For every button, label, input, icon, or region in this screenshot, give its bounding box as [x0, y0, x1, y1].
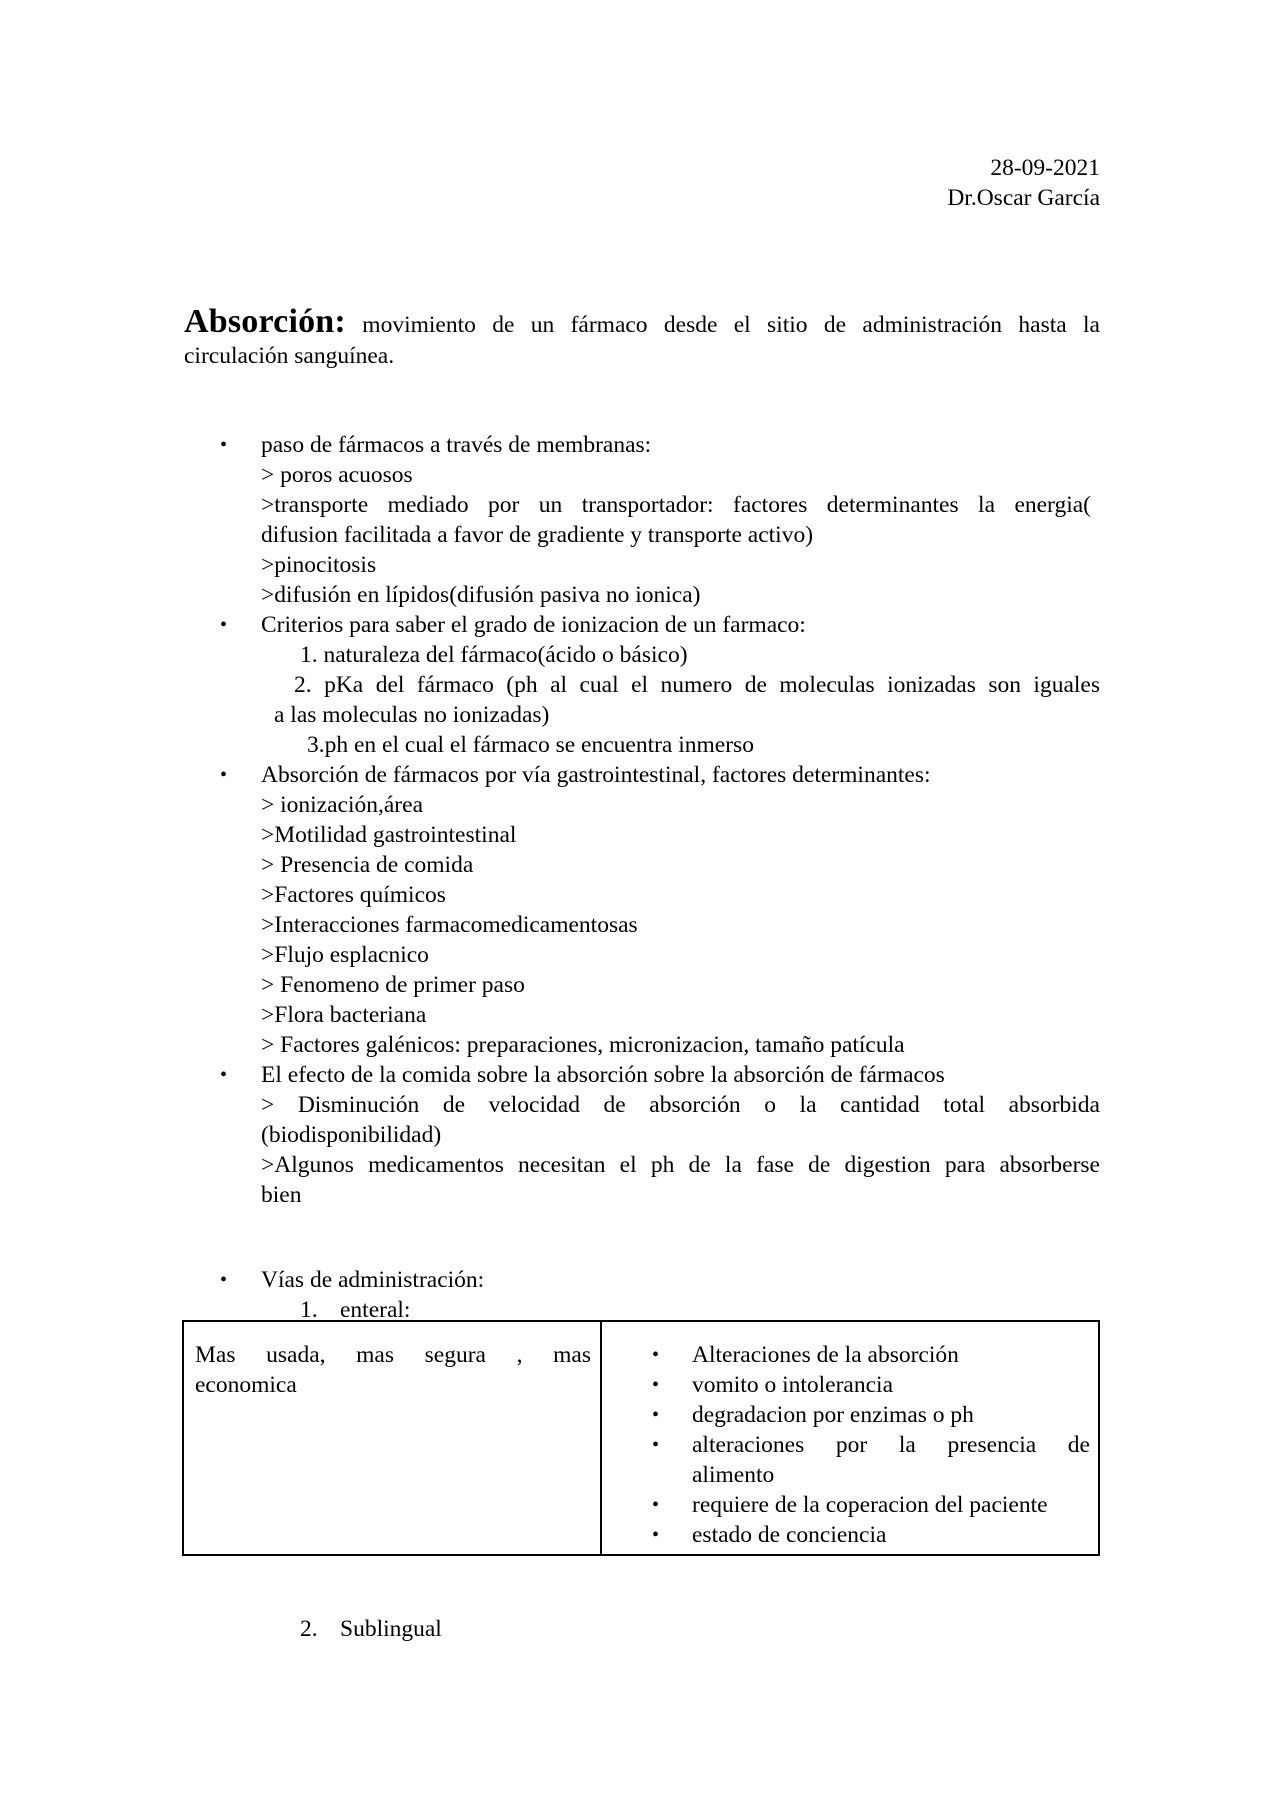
list-item: >Flujo esplacnico	[261, 942, 429, 968]
list-item: 1. naturaleza del fármaco(ácido o básico)	[300, 642, 688, 668]
disadvantage-item: requiere de la coperacion del paciente	[692, 1492, 1048, 1518]
definition-text-1: movimiento de un fármaco desde el sitio de administración hasta la	[362, 312, 1100, 338]
advantages-cell	[183, 1321, 601, 1555]
list-item: >Factores químicos	[261, 882, 446, 908]
disadvantage-item: Alteraciones de la absorción	[692, 1342, 959, 1368]
list-item: >Interacciones farmacomedicamentosas	[261, 912, 638, 938]
bullet-icon: •	[220, 1269, 228, 1291]
list-item: > Presencia de comida	[261, 852, 474, 878]
list-item: difusion facilitada a favor de gradiente y transporte activo)	[261, 522, 814, 548]
definition-text-2: circulación sanguínea.	[184, 343, 395, 369]
list-item: a las moleculas no ionizadas)	[274, 702, 550, 728]
bullet-icon: •	[220, 1064, 228, 1086]
disadvantage-item: alteraciones por la presencia de	[692, 1432, 1090, 1458]
bullet-icon: •	[220, 434, 228, 456]
section-membranes-title: paso de fármacos a través de membranas:	[261, 432, 652, 458]
disadvantage-item: vomito o intolerancia	[692, 1372, 894, 1398]
list-item: > ionización,área	[261, 792, 423, 818]
bullet-icon: •	[652, 1494, 660, 1516]
list-item: >difusión en lípidos(difusión pasiva no ionica)	[261, 582, 701, 608]
list-item: > Factores galénicos: preparaciones, micronizacion, tamaño patícula	[261, 1032, 905, 1058]
definition-line-1	[184, 302, 1100, 345]
document-author: Dr.Oscar García	[947, 185, 1100, 211]
bullet-icon: •	[652, 1524, 660, 1546]
list-item: bien	[261, 1182, 302, 1208]
bullet-icon: •	[652, 1404, 660, 1426]
list-item: > Fenomeno de primer paso	[261, 972, 525, 998]
disadvantages-cell	[601, 1321, 1099, 1555]
list-item: >Flora bacteriana	[261, 1002, 427, 1028]
list-item: > Disminución de velocidad de absorción o la cantidad total absorbida	[261, 1092, 1100, 1118]
list-item: 2. pKa del fármaco (ph al cual el numero de moleculas ionizadas son iguales	[294, 672, 1100, 698]
bullet-icon: •	[220, 764, 228, 786]
list-item: 3.ph en el cual el fármaco se encuentra inmerso	[307, 732, 754, 758]
route-number: 2.	[300, 1616, 318, 1642]
enteral-table	[182, 1320, 1100, 1556]
route-label-enteral: enteral:	[340, 1297, 411, 1323]
list-item: >transporte mediado por un transportador: factores determinantes la energia(	[261, 492, 1091, 518]
list-item: >pinocitosis	[261, 552, 377, 578]
section-routes-title: Vías de administración:	[261, 1267, 485, 1293]
disadvantage-item-continued: alimento	[692, 1462, 775, 1488]
document-date: 28-09-2021	[990, 155, 1100, 181]
bullet-icon: •	[652, 1434, 660, 1456]
bullet-icon: •	[652, 1374, 660, 1396]
route-number: 1.	[300, 1297, 318, 1323]
list-item: >Algunos medicamentos necesitan el ph de la fase de digestion para absorberse	[261, 1152, 1100, 1178]
advantages-line-1: Mas usada, mas segura , mas	[195, 1342, 591, 1368]
disadvantage-item: estado de conciencia	[692, 1522, 887, 1548]
route-label-sublingual: Sublingual	[340, 1616, 442, 1642]
list-item: >Motilidad gastrointestinal	[261, 822, 517, 848]
list-item: (biodisponibilidad)	[261, 1122, 442, 1148]
definition-term: Absorción:	[184, 303, 346, 340]
disadvantage-item: degradacion por enzimas o ph	[692, 1402, 974, 1428]
section-gastro-title: Absorción de fármacos por vía gastrointestinal, factores determinantes:	[261, 762, 931, 788]
section-food-title: El efecto de la comida sobre la absorción sobre la absorción de fármacos	[261, 1062, 945, 1088]
bullet-icon: •	[652, 1344, 660, 1366]
bullet-icon: •	[220, 614, 228, 636]
advantages-line-2: economica	[195, 1372, 297, 1398]
section-ionization-title: Criterios para saber el grado de ionizacion de un farmaco:	[261, 612, 806, 638]
list-item: > poros acuosos	[261, 462, 413, 488]
